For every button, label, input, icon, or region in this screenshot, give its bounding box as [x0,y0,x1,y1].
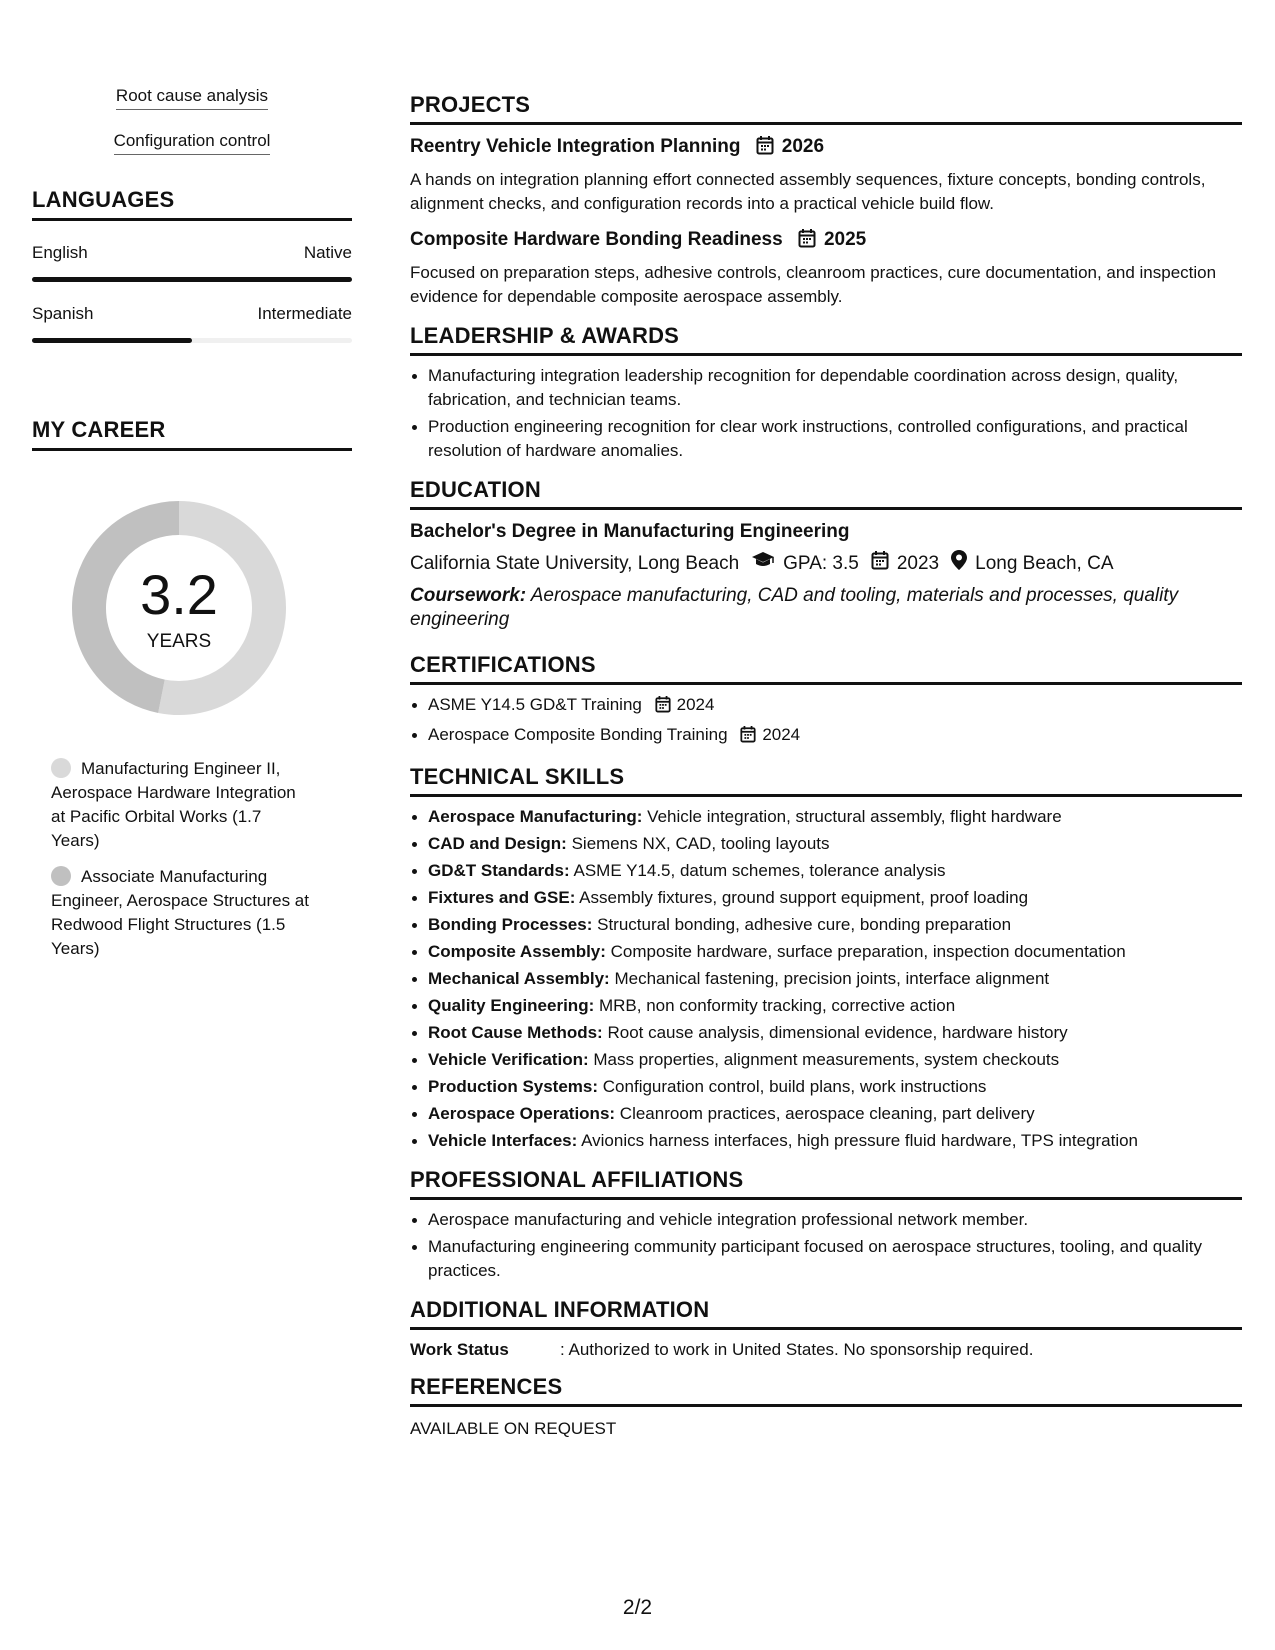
skill-category: Vehicle Verification: [428,1050,589,1069]
skill-category: CAD and Design: [428,834,567,853]
skill-values: Mechanical fastening, precision joints, interface alignment [614,969,1050,988]
skill-category: Fixtures and GSE: [428,888,576,907]
references-text: AVAILABLE ON REQUEST [410,1419,617,1438]
list-item [410,693,1242,720]
project-title [410,228,1242,255]
project-title [410,135,1242,162]
skill-category: Root Cause Methods: [428,1023,603,1042]
project-year: 2025 [823,229,867,250]
section-title: LEADERSHIP & AWARDS [410,323,1242,356]
projects-section [410,92,1242,309]
skill-values: Cleanroom practices, aerospace cleaning, part delivery [619,1104,1035,1123]
section-title: CERTIFICATIONS [410,652,1242,685]
skill-values: Avionics harness interfaces, high pressure fluid hardware, TPS integration [581,1131,1139,1150]
language-proficiency-bar [32,277,352,282]
skill-category: Vehicle Interfaces: [428,1131,578,1150]
left-column [32,85,352,973]
list-item: Manufacturing integration leadership recognition for dependable coordination across design, quality, fabrication, and technician teams. [410,364,1242,412]
section-title: EDUCATION [410,477,1242,510]
skill-label: Root cause analysis [116,85,268,110]
list-item [410,1048,1242,1072]
project-name: Reentry Vehicle Integration Planning [410,136,741,157]
education-school: California State University, Long Beach [410,553,740,574]
skill-category: GD&T Standards: [428,861,570,880]
affiliations-section [410,1167,1242,1283]
list-item [410,805,1242,829]
work-status-row [410,1340,1242,1360]
skill-values: ASME Y14.5, datum schemes, tolerance analysis [573,861,946,880]
education-degree: Bachelor's Degree in Manufacturing Engineering [410,521,850,542]
career-item [51,865,312,961]
page-number: 2/2 [622,1596,653,1619]
language-proficiency-fill [32,277,352,282]
skill-values: Structural bonding, adhesive cure, bonding preparation [597,915,1012,934]
certification-year: 2024 [676,695,715,714]
calendar-icon [798,228,816,255]
skill-category: Production Systems: [428,1077,599,1096]
list-item [410,967,1242,991]
skill-category: Aerospace Manufacturing: [428,807,643,826]
skill-values: Assembly fixtures, ground support equipment, proof loading [579,888,1029,907]
language-proficiency-fill [32,338,192,343]
technical-skills-section [410,764,1242,1153]
list-item [410,913,1242,937]
education-details [410,550,1242,578]
skill-values: Vehicle integration, structural assembly, flight hardware [647,807,1062,826]
skill-values: MRB, non conformity tracking, corrective action [598,996,956,1015]
skill-category: Composite Assembly: [428,942,606,961]
skill-values: Configuration control, build plans, work instructions [602,1077,987,1096]
coursework-text: Aerospace manufacturing, CAD and tooling, materials and processes, quality engineering [410,585,1179,630]
career-item-text: Associate Manufacturing Engineer, Aerospace Structures at Redwood Flight Structures (1.5 Years) [51,867,309,958]
location-pin-icon [951,550,967,578]
references-section [410,1374,1242,1439]
list-item [410,832,1242,856]
leadership-section [410,323,1242,463]
list-item [410,994,1242,1018]
graduation-cap-icon [751,551,775,577]
additional-info-section [410,1297,1242,1360]
skill-values: Siemens NX, CAD, tooling layouts [571,834,830,853]
language-name: Spanish [32,304,94,323]
skill-item [32,130,352,175]
skill-item [32,85,352,130]
list-item [410,1075,1242,1099]
certification-name: Aerospace Composite Bonding Training [428,725,728,744]
list-item [410,1021,1242,1045]
list-item [410,886,1242,910]
education-coursework [410,584,1242,632]
career-item [51,757,312,853]
list-item: Aerospace manufacturing and vehicle integration professional network member. [410,1208,1242,1232]
education-year: 2023 [896,553,940,574]
certification-year: 2024 [762,725,801,744]
skill-label: Configuration control [114,130,271,155]
calendar-icon [871,550,889,578]
certification-name: ASME Y14.5 GD&T Training [428,695,642,714]
language-item [32,243,352,282]
section-title: ADDITIONAL INFORMATION [410,1297,1242,1330]
project-description: A hands on integration planning effort connected assembly sequences, fixture concepts, bonding controls, alignment checks, and configuration records into a practical vehicle build flow. [410,170,1206,213]
career-donut-chart [66,495,292,721]
education-section [410,477,1242,632]
career-list [32,757,312,961]
languages-title: LANGUAGES [32,187,352,221]
career-legend-dot [51,758,71,778]
work-status-value: : Authorized to work in United States. No sponsorship required. [560,1340,1034,1359]
skill-category: Quality Engineering: [428,996,595,1015]
skill-values: Composite hardware, surface preparation, inspection documentation [610,942,1126,961]
project-year: 2026 [781,136,825,157]
skill-values: Mass properties, alignment measurements, system checkouts [593,1050,1060,1069]
career-total-unit: YEARS [146,631,212,652]
section-title: PROJECTS [410,92,1242,125]
language-proficiency-bar [32,338,352,343]
career-total-value: 3.2 [140,563,218,626]
list-item [410,723,1242,750]
language-level: Native [303,243,352,262]
language-name: English [32,243,88,262]
career-item-text: Manufacturing Engineer II, Aerospace Hardware Integration at Pacific Orbital Works (1.7 Years) [51,759,296,850]
section-title: PROFESSIONAL AFFILIATIONS [410,1167,1242,1200]
list-item [410,859,1242,883]
skill-category: Aerospace Operations: [428,1104,616,1123]
section-title: TECHNICAL SKILLS [410,764,1242,797]
list-item: Production engineering recognition for clear work instructions, controlled configurations, and practical resolution of hardware anomalies. [410,415,1242,463]
career-title: MY CAREER [32,417,352,451]
list-item [410,1129,1242,1153]
education-location: Long Beach, CA [975,553,1114,574]
calendar-icon [756,135,774,162]
section-title: REFERENCES [410,1374,1242,1407]
calendar-icon [740,725,756,750]
work-status-label: Work Status [410,1340,509,1359]
career-legend-dot [51,866,71,886]
skill-category: Mechanical Assembly: [428,969,610,988]
list-item [410,940,1242,964]
skill-category: Bonding Processes: [428,915,593,934]
language-item [32,304,352,343]
project-description: Focused on preparation steps, adhesive controls, cleanroom practices, cure documentation, and inspection evidence for dependable composite aerospace assembly. [410,263,1217,306]
list-item [410,1102,1242,1126]
right-column [410,92,1242,1453]
language-level: Intermediate [257,304,352,323]
skill-values: Root cause analysis, dimensional evidence, hardware history [607,1023,1068,1042]
certifications-section [410,652,1242,750]
calendar-icon [655,695,671,720]
technical-skills-list [410,805,1242,1153]
education-gpa: GPA: 3.5 [783,553,859,574]
coursework-label: Coursework: [410,585,527,606]
project-name: Composite Hardware Bonding Readiness [410,229,783,250]
list-item: Manufacturing engineering community participant focused on aerospace structures, tooling, and quality practices. [410,1235,1242,1283]
